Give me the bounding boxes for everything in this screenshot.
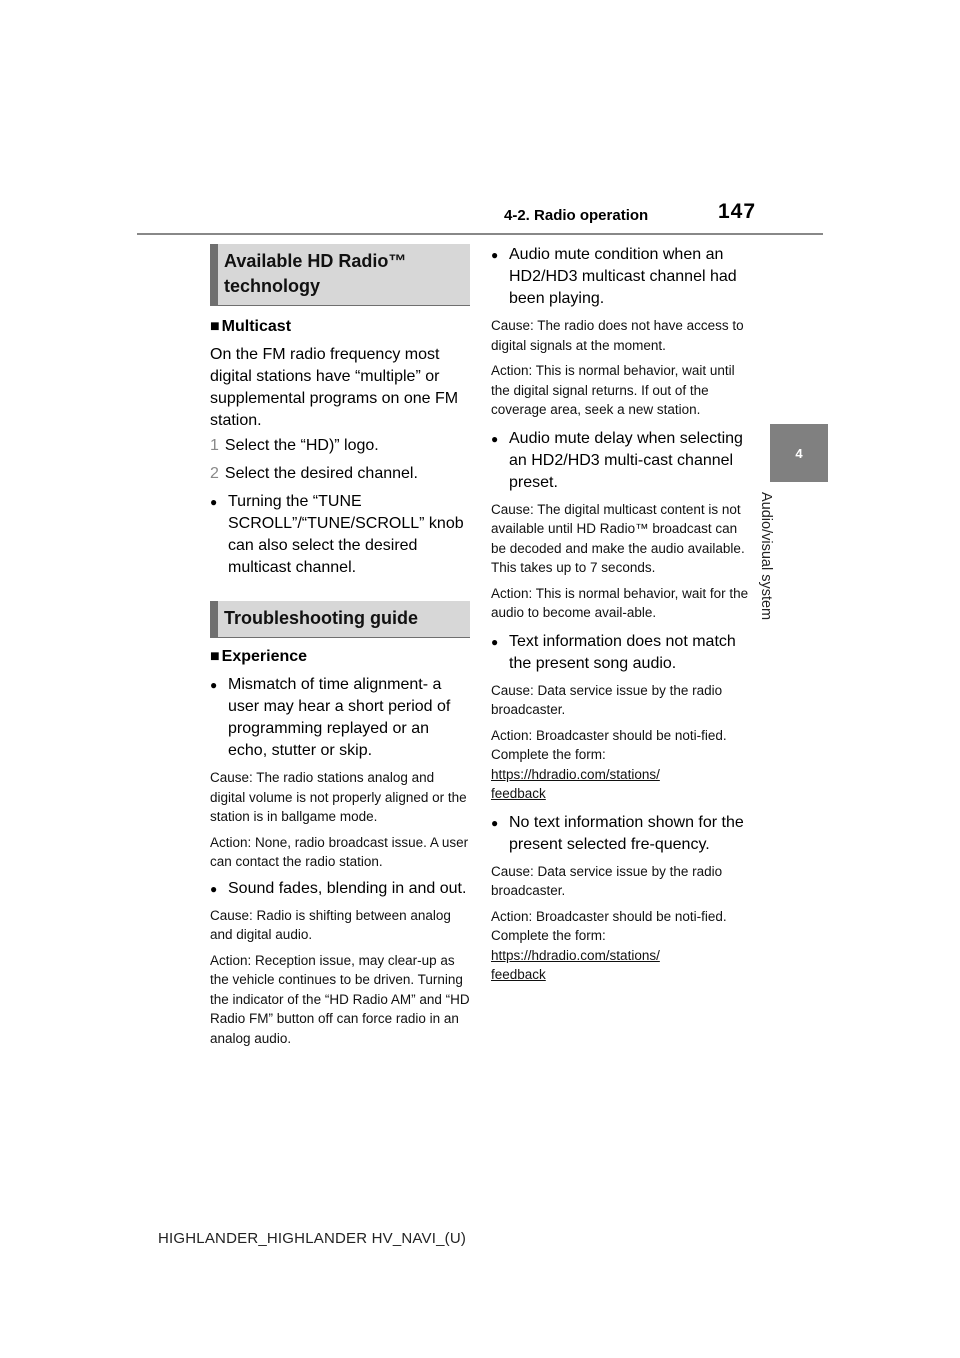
- bullet-tune-scroll: ● Turning the “TUNE SCROLL”/“TUNE/SCROLL” knob can also select the desired multicast channel.: [210, 491, 470, 579]
- delay-action: Action: This is normal behavior, wait for the audio to become avail-able.: [491, 585, 749, 620]
- bullet-sound-fades: ● Sound fades, blending in and out.: [210, 878, 470, 900]
- chapter-label: [758, 492, 796, 644]
- feedback-link[interactable]: https://hdradio.com/stations/: [491, 766, 660, 782]
- step-1-text: Select the “HD)” logo.: [224, 437, 379, 454]
- mismatch-action: Action: None, radio broadcast issue. A user can contact the radio station.: [210, 834, 469, 869]
- bullet-audio-mute: ● Audio mute condition when an HD2/HD3 multicast channel had been playing.: [491, 244, 749, 310]
- notext-action: [491, 907, 749, 985]
- multicast-body: On the FM radio frequency most digital stations have “multiple” or supplemental programs on one FM station.: [210, 346, 459, 429]
- header-rule: [137, 233, 823, 235]
- heading-troubleshooting: Troubleshooting guide: [210, 601, 470, 638]
- right-column: [491, 244, 749, 985]
- notext-cause: Cause: Data service issue by the radio broadcaster.: [491, 863, 723, 898]
- feedback-link-2-cont[interactable]: feedback: [491, 967, 546, 982]
- delay-cause: Cause: The digital multicast content is not available until HD Radio™ broadcast can be decoded and make the audio available. This takes up to 7 seconds.: [491, 501, 745, 575]
- chapter-label-text: Audio/visual system: [758, 492, 774, 621]
- subheading-experience: ■ Experience: [210, 646, 470, 668]
- bullet-text-mismatch: ● Text information does not match the present song audio.: [491, 631, 749, 675]
- chapter-tab: 4: [770, 424, 828, 482]
- step-2-number: 2: [210, 465, 219, 482]
- step-2-text: Select the desired channel.: [224, 465, 418, 482]
- mismatch-cause: Cause: The radio stations analog and digital volume is not properly aligned or the station is in ballgame mode.: [210, 770, 467, 824]
- page-number: 147: [718, 200, 757, 223]
- text-action-label: Action: Broadcaster should be noti-fied. Complete the form:: [491, 727, 727, 762]
- left-column: [210, 244, 470, 1048]
- fades-cause: Cause: Radio is shifting between analog and digital audio.: [210, 907, 451, 942]
- heading-available-hd-radio: Available HD Radio™ technology: [210, 244, 470, 306]
- step-1: [210, 435, 470, 457]
- step-1-number: 1: [210, 437, 219, 454]
- footer-model: HIGHLANDER_HIGHLANDER HV_NAVI_(U): [158, 1230, 467, 1247]
- notext-action-label: Action: Broadcaster should be noti-fied. Complete the form:: [491, 908, 727, 943]
- bullet-no-text: ● No text information shown for the present selected fre-quency.: [491, 812, 749, 856]
- text-action: [491, 726, 749, 804]
- fades-action: Action: Reception issue, may clear-up as the vehicle continues to be driven. Turning the indicator of the “HD Radio AM” and “HD Radio FM” button off can force radio in an analog audio.: [210, 952, 470, 1046]
- subheading-multicast: ■ Multicast: [210, 316, 470, 338]
- text-cause: Cause: Data service issue by the radio broadcaster.: [491, 682, 723, 717]
- mute-action: Action: This is normal behavior, wait until the digital signal returns. If out of the coverage area, seek a new station.: [491, 363, 735, 417]
- feedback-link-cont[interactable]: feedback: [491, 786, 546, 801]
- feedback-link-2[interactable]: https://hdradio.com/stations/: [491, 947, 660, 963]
- section-title: 4-2. Radio operation: [504, 207, 649, 224]
- mute-cause: Cause: The radio does not have access to digital signals at the moment.: [491, 318, 744, 353]
- bullet-mismatch: ● Mismatch of time alignment- a user may hear a short period of programming replayed or an echo, stutter or skip.: [210, 674, 470, 762]
- step-2: [210, 463, 470, 485]
- bullet-mute-delay: ● Audio mute delay when selecting an HD2/HD3 multi-cast channel preset.: [491, 428, 749, 494]
